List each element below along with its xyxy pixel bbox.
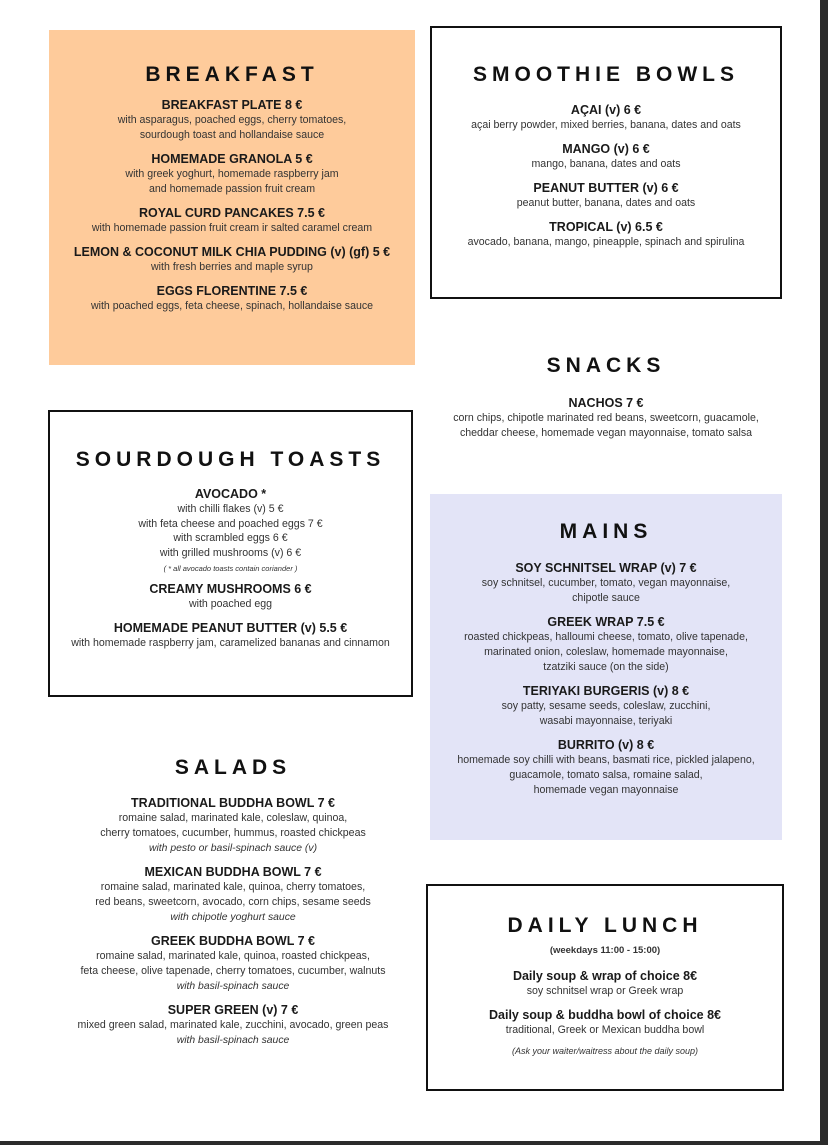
sauce-option: with basil-spinach sauce bbox=[176, 1035, 290, 1046]
menu-item-name: GREEK BUDDHA BOWL 7 € bbox=[151, 934, 315, 948]
menu-item-desc: with homemade raspberry jam, caramelized bananas and cinnamon bbox=[71, 637, 390, 649]
menu-item-name: BREAKFAST PLATE 8 € bbox=[161, 98, 303, 112]
menu-item-desc: tzatziki sauce (on the side) bbox=[543, 661, 669, 673]
menu-item-desc: cheddar cheese, homemade vegan mayonnaise, tomato salsa bbox=[459, 427, 753, 439]
menu-item-name: TERIYAKI BURGERIS (v) 8 € bbox=[522, 684, 690, 698]
menu-item-name: BURRITO (v) 8 € bbox=[557, 738, 655, 752]
menu-item-desc: red beans, sweetcorn, avocado, corn chips, sesame seeds bbox=[95, 896, 371, 908]
menu-item-desc: mango, banana, dates and oats bbox=[531, 158, 681, 170]
menu-item-desc: romaine salad, marinated kale, quinoa, cherry tomatoes, bbox=[100, 881, 366, 893]
menu-item-name: TRADITIONAL BUDDHA BOWL 7 € bbox=[131, 796, 335, 810]
mains-title: MAINS bbox=[559, 520, 653, 543]
menu-item-desc: chipotle sauce bbox=[572, 592, 640, 604]
snacks-panel bbox=[425, 354, 787, 449]
mains-panel bbox=[430, 494, 782, 840]
coriander-note: ( * all avocado toasts contain coriander ) bbox=[163, 564, 298, 573]
menu-item-desc: romaine salad, marinated kale, quinoa, roasted chickpeas, bbox=[96, 950, 370, 962]
menu-item-name: HOMEMADE PEANUT BUTTER (v) 5.5 € bbox=[113, 621, 348, 635]
sauce-option: with pesto or basil-spinach sauce (v) bbox=[148, 843, 318, 854]
menu-item-desc: and homemade passion fruit cream bbox=[148, 183, 316, 195]
daily-soup-note: (Ask your waiter/waitress about the daily soup) bbox=[511, 1046, 699, 1056]
menu-item-name: ROYAL CURD PANCAKES 7.5 € bbox=[139, 206, 325, 220]
avocado-option: with grilled mushrooms (v) 6 € bbox=[159, 546, 302, 559]
menu-item-name: SOY SCHNITSEL WRAP (v) 7 € bbox=[515, 561, 697, 575]
salads-title: SALADS bbox=[174, 756, 292, 779]
menu-item-desc: homemade vegan mayonnaise bbox=[533, 784, 679, 796]
menu-item-desc: wasabi mayonnaise, teriyaki bbox=[539, 715, 673, 727]
menu-item-desc: mixed green salad, marinated kale, zucchini, avocado, green peas bbox=[77, 1019, 389, 1031]
menu-item-name: EGGS FLORENTINE 7.5 € bbox=[156, 284, 308, 298]
menu-item-desc: with fresh berries and maple syrup bbox=[151, 261, 313, 273]
menu-item-desc: sourdough toast and hollandaise sauce bbox=[139, 129, 325, 141]
lunch-combo-name: Daily soup & buddha bowl of choice 8€ bbox=[489, 1008, 721, 1022]
menu-item-desc: avocado, banana, mango, pineapple, spinach and spirulina bbox=[467, 236, 745, 248]
menu-item-desc: corn chips, chipotle marinated red beans, sweetcorn, guacamole, bbox=[453, 412, 759, 424]
lunch-combo-name: Daily soup & wrap of choice 8€ bbox=[512, 969, 698, 983]
menu-item-desc: feta cheese, olive tapenade, cherry tomatoes, cucumber, walnuts bbox=[80, 965, 386, 977]
avocado-option: with chilli flakes (v) 5 € bbox=[177, 503, 284, 515]
salads-panel bbox=[48, 756, 418, 1066]
sauce-option: with chipotle yoghurt sauce bbox=[170, 912, 296, 923]
menu-item-name: CREAMY MUSHROOMS 6 € bbox=[149, 582, 312, 596]
menu-item-desc: guacamole, tomato salsa, romaine salad, bbox=[509, 769, 703, 781]
smoothie-panel bbox=[430, 26, 782, 299]
menu-item-desc: with greek yoghurt, homemade raspberry jam bbox=[125, 168, 339, 180]
menu-item-name: AVOCADO * bbox=[194, 487, 267, 501]
menu-item-desc: homemade soy chilli with beans, basmati rice, pickled jalapeno, bbox=[457, 754, 755, 766]
menu-item-desc: romaine salad, marinated kale, coleslaw, quinoa, bbox=[118, 812, 348, 824]
sauce-option: with basil-spinach sauce bbox=[176, 981, 290, 992]
breakfast-panel bbox=[49, 30, 415, 365]
menu-item-desc: with poached egg bbox=[188, 598, 273, 610]
lunch-hours: (weekdays 11:00 - 15:00) bbox=[549, 945, 661, 956]
menu-item-name: TROPICAL (v) 6.5 € bbox=[549, 220, 663, 234]
toasts-title: SOURDOUGH TOASTS bbox=[75, 448, 386, 471]
menu-item-desc: with poached eggs, feta cheese, spinach, hollandaise sauce bbox=[90, 300, 374, 312]
menu-item-name: LEMON & COCONUT MILK CHIA PUDDING (v) (gf) 5 € bbox=[73, 245, 391, 259]
menu-item-name: GREEK WRAP 7.5 € bbox=[547, 615, 665, 629]
avocado-option: with scrambled eggs 6 € bbox=[173, 532, 288, 544]
menu-item-name: PEANUT BUTTER (v) 6 € bbox=[533, 181, 679, 195]
snacks-title: SNACKS bbox=[546, 354, 666, 377]
lunch-title: DAILY LUNCH bbox=[507, 914, 703, 937]
menu-item-desc: roasted chickpeas, halloumi cheese, tomato, olive tapenade, bbox=[464, 631, 748, 643]
menu-item-name: HOMEMADE GRANOLA 5 € bbox=[151, 152, 313, 166]
smoothie-title: SMOOTHIE BOWLS bbox=[473, 63, 739, 86]
menu-item-desc: soy schnitsel, cucumber, tomato, vegan mayonnaise, bbox=[481, 577, 731, 589]
menu-item-desc: peanut butter, banana, dates and oats bbox=[516, 197, 696, 209]
menu-item-name: MEXICAN BUDDHA BOWL 7 € bbox=[144, 865, 322, 879]
menu-item-desc: marinated onion, coleslaw, homemade mayonnaise, bbox=[484, 646, 728, 658]
menu-item-desc: with homemade passion fruit cream ir salted caramel cream bbox=[91, 222, 373, 234]
lunch-combo-desc: soy schnitsel wrap or Greek wrap bbox=[526, 985, 684, 997]
menu-item-name: NACHOS 7 € bbox=[568, 396, 644, 410]
lunch-combo-desc: traditional, Greek or Mexican buddha bowl bbox=[505, 1024, 705, 1036]
avocado-option: with feta cheese and poached eggs 7 € bbox=[138, 517, 323, 530]
breakfast-title: BREAKFAST bbox=[145, 63, 319, 86]
menu-item-desc: with asparagus, poached eggs, cherry tomatoes, bbox=[117, 114, 347, 126]
toasts-panel bbox=[48, 410, 413, 697]
menu-item-desc: açai berry powder, mixed berries, banana, dates and oats bbox=[471, 119, 741, 131]
menu-item-desc: cherry tomatoes, cucumber, hummus, roasted chickpeas bbox=[100, 827, 366, 839]
menu-item-desc: soy patty, sesame seeds, coleslaw, zucchini, bbox=[501, 700, 711, 712]
lunch-panel bbox=[426, 884, 784, 1091]
menu-item-name: SUPER GREEN (v) 7 € bbox=[167, 1003, 299, 1017]
menu-item-name: AÇAI (v) 6 € bbox=[570, 103, 642, 117]
menu-item-name: MANGO (v) 6 € bbox=[562, 142, 650, 156]
